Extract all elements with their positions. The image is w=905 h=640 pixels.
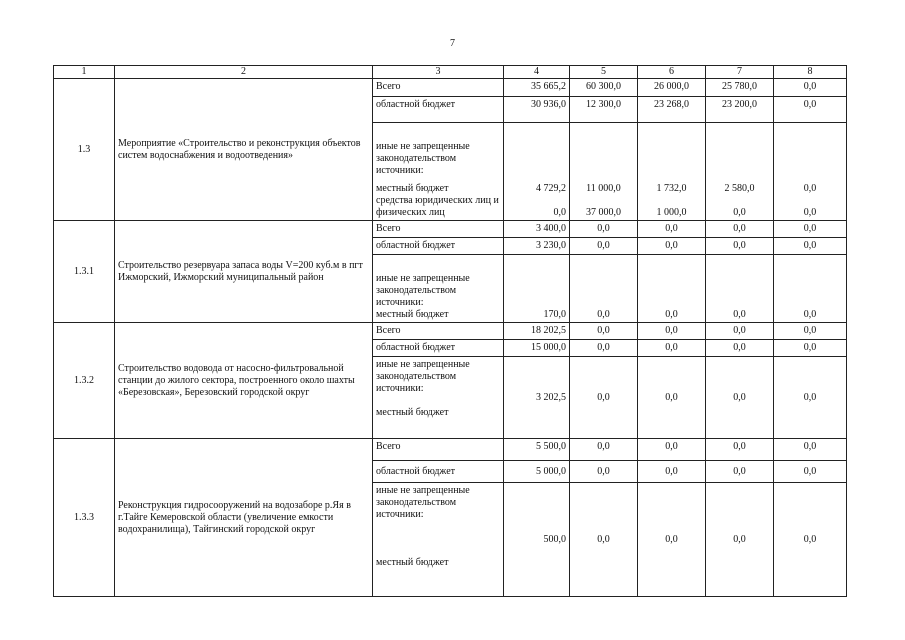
source-label: Всего <box>373 221 504 238</box>
table-row <box>54 439 847 461</box>
value-cell: 35 665,2 <box>504 79 570 97</box>
source-label: областной бюджет <box>373 340 504 357</box>
other-sources-label: иные не запрещенные законодательством источники: <box>376 359 470 394</box>
value-cell: 4 729,2 0,0 <box>504 123 570 221</box>
value-cell: 5 000,0 <box>504 461 570 483</box>
value-cell: 0,0 <box>706 439 774 461</box>
funding-table <box>53 65 847 597</box>
table-row <box>54 323 847 340</box>
header-cell: 1 <box>54 66 115 79</box>
value-cell: 0,0 <box>774 357 847 439</box>
value-cell: 0,0 <box>774 79 847 97</box>
item-code: 1.3.3 <box>54 439 115 597</box>
header-cell: 8 <box>774 66 847 79</box>
value-cell: 0,0 <box>774 255 847 323</box>
value-cell: 170,0 <box>504 255 570 323</box>
value-cell: 0,0 <box>706 255 774 323</box>
value-cell: 0,0 <box>706 340 774 357</box>
value-cell: 0,0 <box>638 221 706 238</box>
value-cell: 23 268,0 <box>638 97 706 123</box>
item-code: 1.3 <box>54 79 115 221</box>
header-cell: 5 <box>570 66 638 79</box>
value-cell: 3 230,0 <box>504 238 570 255</box>
value-cell: 0,0 <box>638 357 706 439</box>
value-cell: 0,0 <box>570 483 638 597</box>
value-cell: 0,0 0,0 <box>774 123 847 221</box>
value-cell: 0,0 <box>774 221 847 238</box>
value-cell: 0,0 <box>774 238 847 255</box>
source-label: Всего <box>373 439 504 461</box>
table-row <box>54 221 847 238</box>
value-cell: 26 000,0 <box>638 79 706 97</box>
header-cell: 6 <box>638 66 706 79</box>
value-cell: 0,0 <box>638 483 706 597</box>
local-budget-label: местный бюджет <box>376 309 449 320</box>
value-cell: 3 400,0 <box>504 221 570 238</box>
value-cell: 3 202,5 <box>504 357 570 439</box>
value-cell: 60 300,0 <box>570 79 638 97</box>
source-label <box>373 255 504 323</box>
value-cell: 0,0 <box>570 357 638 439</box>
value-cell: 0,0 <box>706 238 774 255</box>
value-cell: 0,0 <box>638 238 706 255</box>
table-row <box>54 79 847 97</box>
header-cell: 2 <box>115 66 373 79</box>
item-code: 1.3.1 <box>54 221 115 323</box>
value-cell: 0,0 <box>774 461 847 483</box>
value-cell: 0,0 <box>706 221 774 238</box>
value-cell: 0,0 <box>638 255 706 323</box>
source-label: областной бюджет <box>373 461 504 483</box>
header-row <box>54 66 847 79</box>
value-cell: 2 580,0 0,0 <box>706 123 774 221</box>
local-budget-label: местный бюджет <box>376 407 449 418</box>
value-cell: 25 780,0 <box>706 79 774 97</box>
value-cell: 0,0 <box>706 323 774 340</box>
local-budget-label: местный бюджет <box>376 557 449 568</box>
other-sources-label: иные не запрещенные законодательством источники: <box>376 273 470 308</box>
item-name: Мероприятие «Строительство и реконструкция объектов систем водоснабжения и водоотведения» <box>115 79 373 221</box>
value-cell: 0,0 <box>774 483 847 597</box>
value-cell: 0,0 <box>706 357 774 439</box>
source-label: Всего <box>373 79 504 97</box>
value-cell: 500,0 <box>504 483 570 597</box>
source-label: Всего <box>373 323 504 340</box>
page-number: 7 <box>450 38 455 49</box>
item-name: Строительство водовода от насосно-фильтровальной станции до жилого сектора, построенного около шахты «Березовская», Березовский городской округ <box>115 323 373 439</box>
value-cell: 15 000,0 <box>504 340 570 357</box>
value-cell: 18 202,5 <box>504 323 570 340</box>
value-cell: 0,0 <box>706 483 774 597</box>
source-label <box>373 483 504 597</box>
value-cell: 12 300,0 <box>570 97 638 123</box>
item-name: Строительство резервуара запаса воды V=200 куб.м в пгт Ижморский, Ижморский муниципальный район <box>115 221 373 323</box>
value-cell: 0,0 <box>774 439 847 461</box>
header-cell: 4 <box>504 66 570 79</box>
value-cell: 0,0 <box>570 323 638 340</box>
item-name: Реконструкция гидросооружений на водозаборе р.Яя в г.Тайге Кемеровской области (увеличение емкости водохранилища), Тайгинский городской округ <box>115 439 373 597</box>
value-cell: 0,0 <box>638 340 706 357</box>
item-code: 1.3.2 <box>54 323 115 439</box>
local-budget-label: местный бюджет <box>376 183 449 194</box>
value-cell: 0,0 <box>570 221 638 238</box>
source-label <box>373 357 504 439</box>
value-cell: 0,0 <box>570 439 638 461</box>
value-cell: 0,0 <box>570 340 638 357</box>
value-cell: 0,0 <box>638 439 706 461</box>
header-cell: 3 <box>373 66 504 79</box>
value-cell: 0,0 <box>570 238 638 255</box>
other-sources-label: иные не запрещенные законодательством источники: <box>376 485 470 520</box>
value-cell: 0,0 <box>774 340 847 357</box>
value-cell: 0,0 <box>706 461 774 483</box>
header-cell: 7 <box>706 66 774 79</box>
value-cell: 30 936,0 <box>504 97 570 123</box>
source-label: областной бюджет <box>373 97 504 123</box>
value-cell: 0,0 <box>774 97 847 123</box>
source-label: областной бюджет <box>373 238 504 255</box>
value-cell: 0,0 <box>570 255 638 323</box>
value-cell: 0,0 <box>638 323 706 340</box>
value-cell: 1 732,0 1 000,0 <box>638 123 706 221</box>
value-cell: 0,0 <box>774 323 847 340</box>
value-cell: 5 500,0 <box>504 439 570 461</box>
source-label <box>373 123 504 221</box>
other-sources-label: иные не запрещенные законодательством источники: <box>376 141 470 176</box>
value-cell: 11 000,0 37 000,0 <box>570 123 638 221</box>
value-cell: 23 200,0 <box>706 97 774 123</box>
legal-entities-label: средства юридических лиц и физических лиц <box>376 195 499 218</box>
value-cell: 0,0 <box>570 461 638 483</box>
value-cell: 0,0 <box>638 461 706 483</box>
